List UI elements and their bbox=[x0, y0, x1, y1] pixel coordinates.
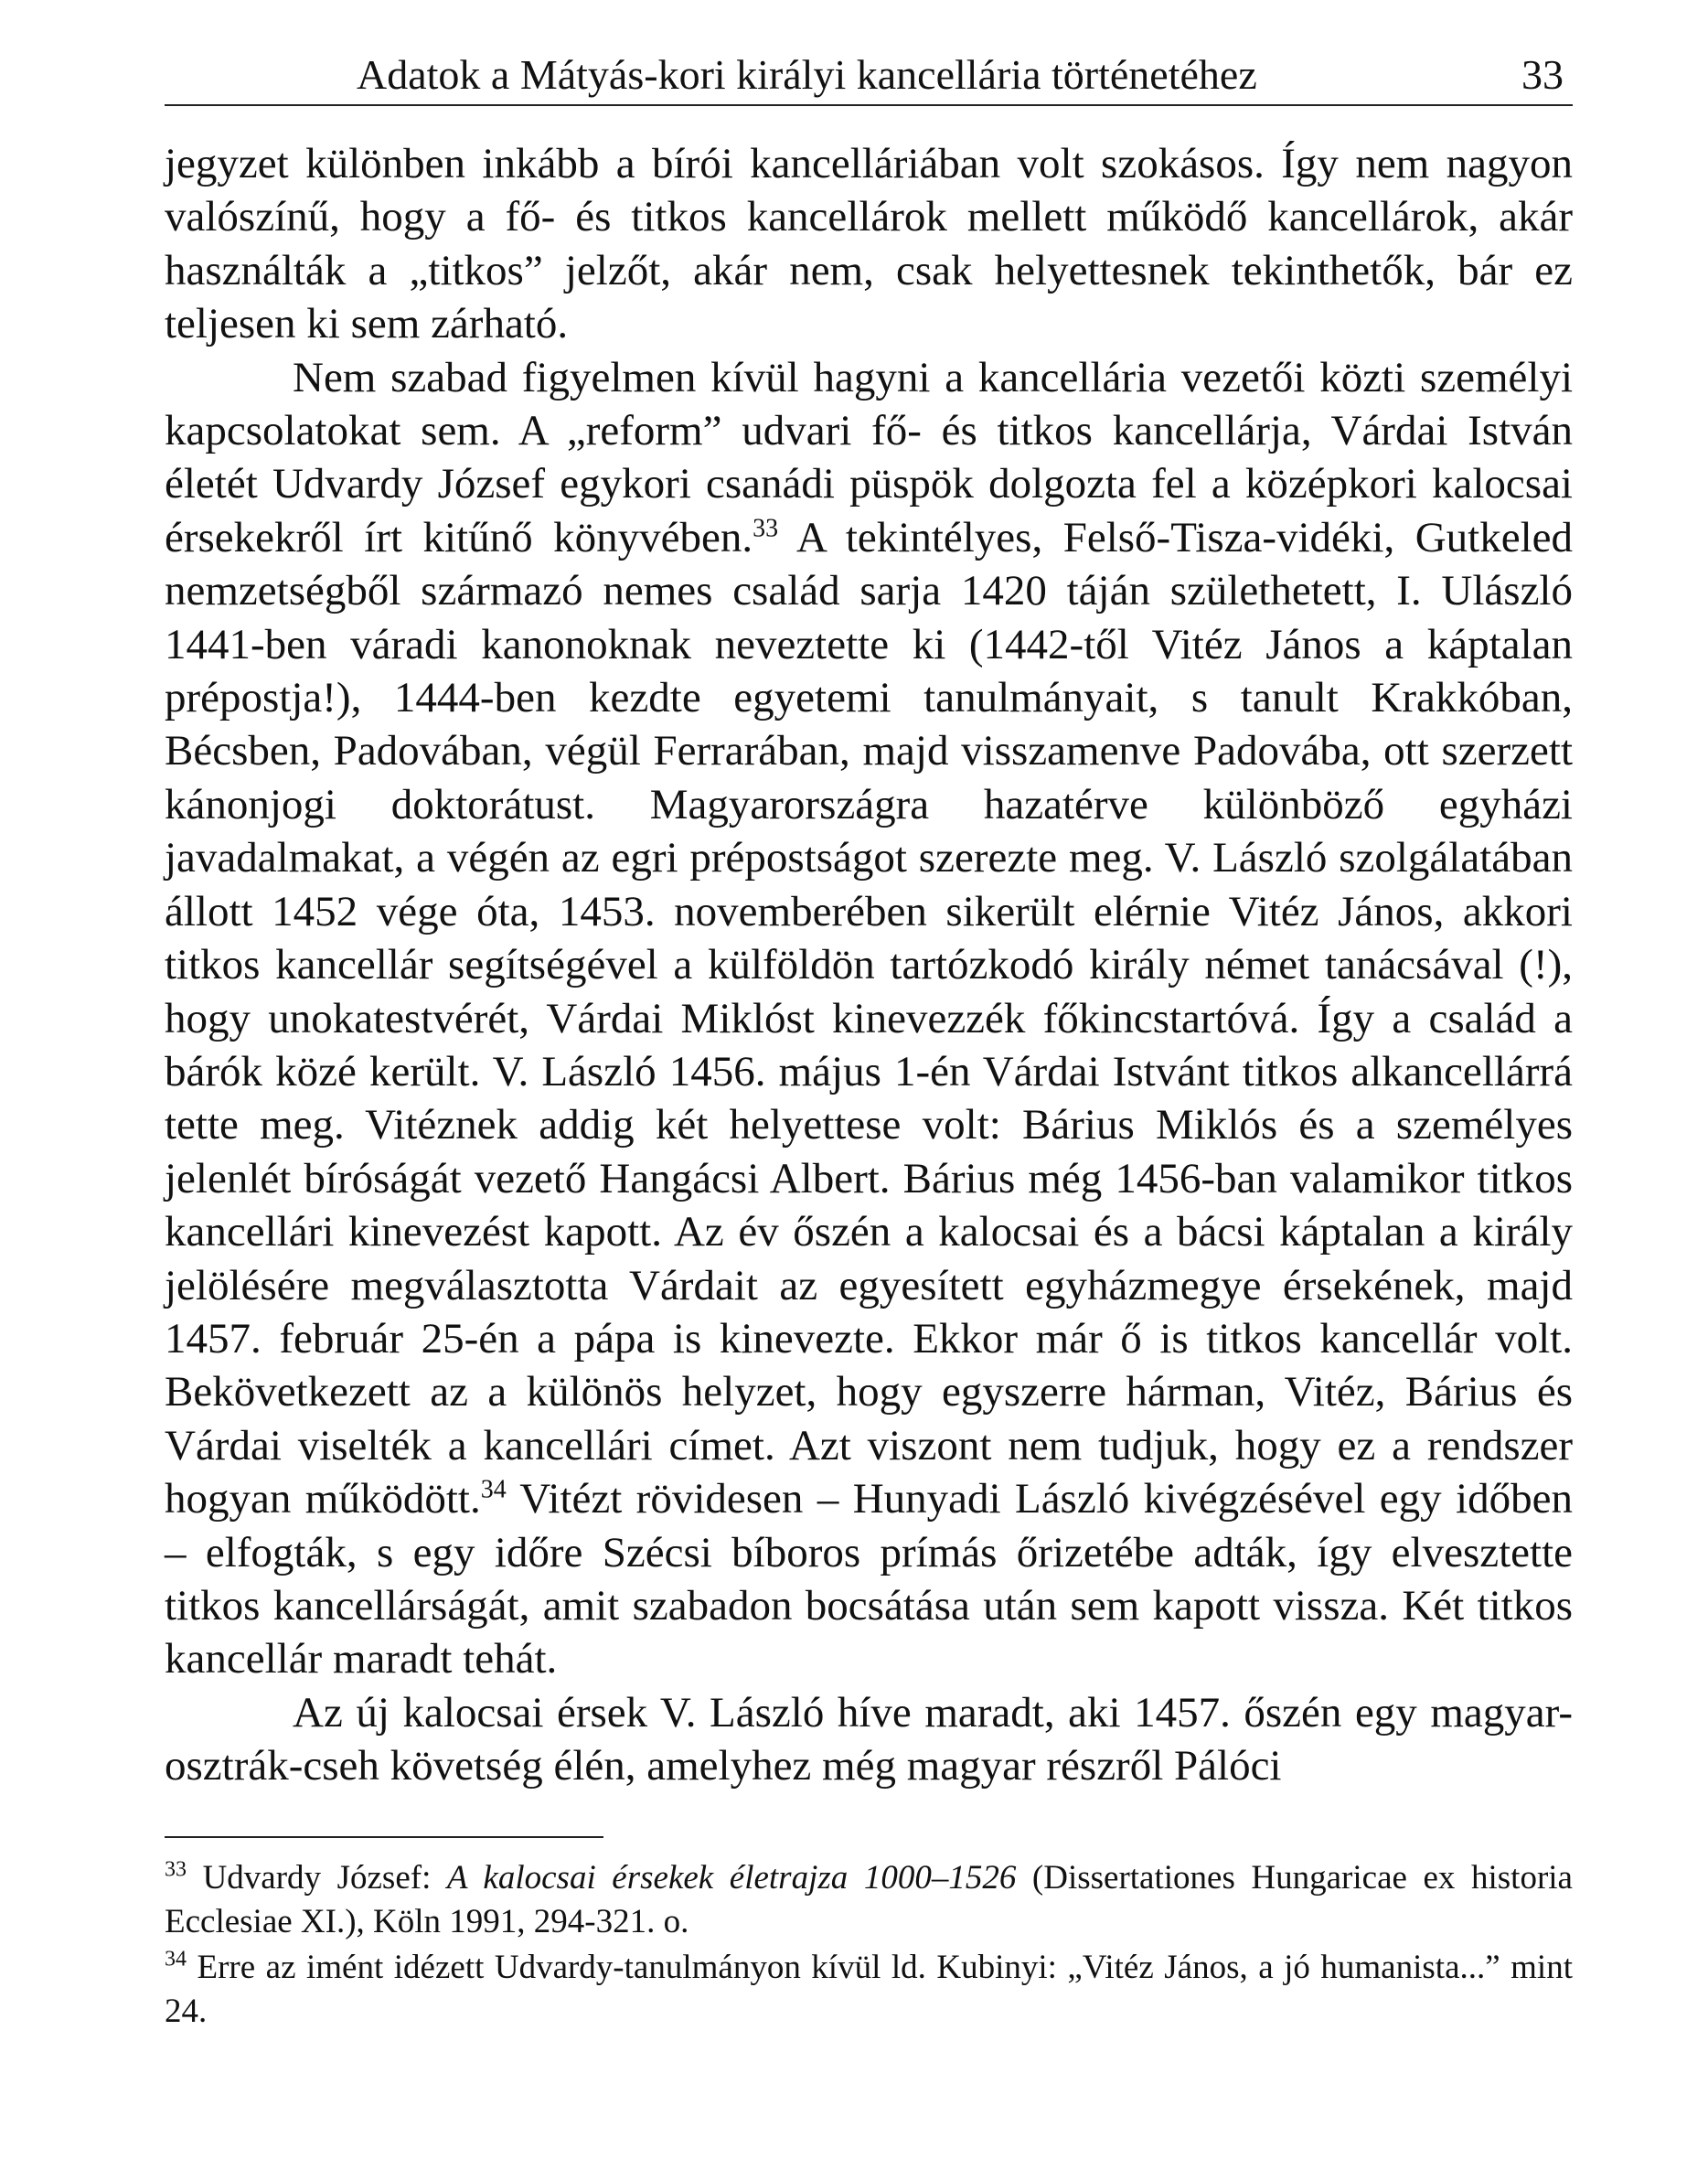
paragraph-2-part-a: Nem szabad figyelmen kívül hagyni a kancellária vezetői közti személyi kapcsolatokat sem. A „reform” udvari fő- és titkos kancellárja, Várdai István életét Udvardy József egykori csanádi püspök dolgozta fel a középkori kalocsai érsekekről írt kitűnő könyvében. bbox=[165, 353, 1573, 561]
page-number: 33 bbox=[1521, 51, 1564, 98]
footnote-33 bbox=[165, 1856, 1573, 1944]
paragraph-3: Az új kalocsai érsek V. László híve maradt, aki 1457. őszén egy magyar-osztrák-cseh követség élén, amelyhez még magyar részről Pálóci bbox=[165, 1688, 1573, 1790]
paragraph-2-part-b: A tekintélyes, Felső-Tisza-vidéki, Gutkeled nemzetségből származó nemes család sarja 1420 táján születhetett, I. Ulászló 1441-ben váradi kanonoknak neveztette ki (1442-től Vitéz János a káptalan prépostja!), 1444-ben kezdte egyetemi tanulmányait, s tanult Krakkóban, Bécsben, Padovában, végül Ferrarában, majd visszamenve Padovába, ott szerzett kánonjogi doktorátust. Magyarországra hazatérve különböző egyházi javadalmakat, a végén az egri prépostságot szerezte meg. V. László szolgálatában állott 1452 vége óta, 1453. novemberében sikerült elérnie Vitéz János, akkori titkos kancellár segítségével a külföldön tartózkodó király német tanácsával (!), hogy unokatestvérét, Várdai Miklóst kinevezzék főkincstartóvá. Így a család a bárók közé került. V. László 1456. május 1-én Várdai Istvánt titkos alkancellárrá tette meg. Vitéznek addig két helyettese volt: Bárius Miklós és a személyes jelenlét bíróságát vezető Hangácsi Albert. Bárius még 1456-ban valamikor titkos kancellári kinevezést kapott. Az év őszén a kalocsai és a bácsi káptalan a király jelölésére megválasztotta Várdait az egyesített egyházmegye érsekének, majd 1457. február 25-én a pápa is kinevezte. Ekkor már ő is titkos kancellár volt. Bekövetkezett az a különös helyzet, hogy egyszerre hárman, Vitéz, Bárius és Várdai viselték a kancellári címet. Azt viszont nem tudjuk, hogy ez a rendszer hogyan működött. bbox=[165, 513, 1573, 1523]
paragraph-2-part-c: Vitézt rövidesen – Hunyadi László kivégzésével egy időben – elfogták, s egy időre Szécsi bíboros prímás őrizetébe adták, így elvesztette titkos kancellárságát, amit szabadon bocsátása után sem kapott vissza. Két titkos kancellár maradt tehát. bbox=[165, 1475, 1573, 1683]
footnote-34 bbox=[165, 1946, 1573, 2034]
header-rule bbox=[165, 104, 1573, 106]
paragraph-1: jegyzet különben inkább a bírói kancelláriában volt szokásos. Így nem nagyon valószínű, hogy a fő- és titkos kancellárok mellett működő kancellárok, akár használták a „titkos” jelzőt, akár nem, csak helyettesnek tekinthetők, bár ez teljesen ki sem zárható. bbox=[165, 140, 1573, 348]
footnote-ref-34: 34 bbox=[480, 1475, 507, 1504]
main-text bbox=[165, 137, 1573, 1793]
footnote-ref-33: 33 bbox=[753, 514, 779, 543]
footnote-34-text: Erre az imént idézett Udvardy-tanulmányon kívül ld. Kubinyi: „Vitéz János, a jó humanista...” mint 24. bbox=[165, 1949, 1573, 2030]
footnotes bbox=[165, 1856, 1573, 2036]
footnote-33-text-a: Udvardy József: bbox=[187, 1859, 447, 1897]
running-title: Adatok a Mátyás-kori királyi kancellária történetéhez bbox=[357, 51, 1257, 98]
footnote-33-number: 33 bbox=[165, 1857, 187, 1882]
footnote-rule bbox=[165, 1836, 603, 1838]
page-header bbox=[165, 48, 1573, 102]
footnote-33-text-b: (Dissertationes Hungaricae ex historia Ecclesiae XI.), Köln 1991, 294-321. o. bbox=[165, 1859, 1573, 1940]
paragraph-2 bbox=[165, 351, 1573, 1686]
footnote-33-book-title: A kalocsai érsekek életrajza 1000–1526 bbox=[446, 1859, 1017, 1897]
footnote-34-number: 34 bbox=[165, 1947, 187, 1972]
